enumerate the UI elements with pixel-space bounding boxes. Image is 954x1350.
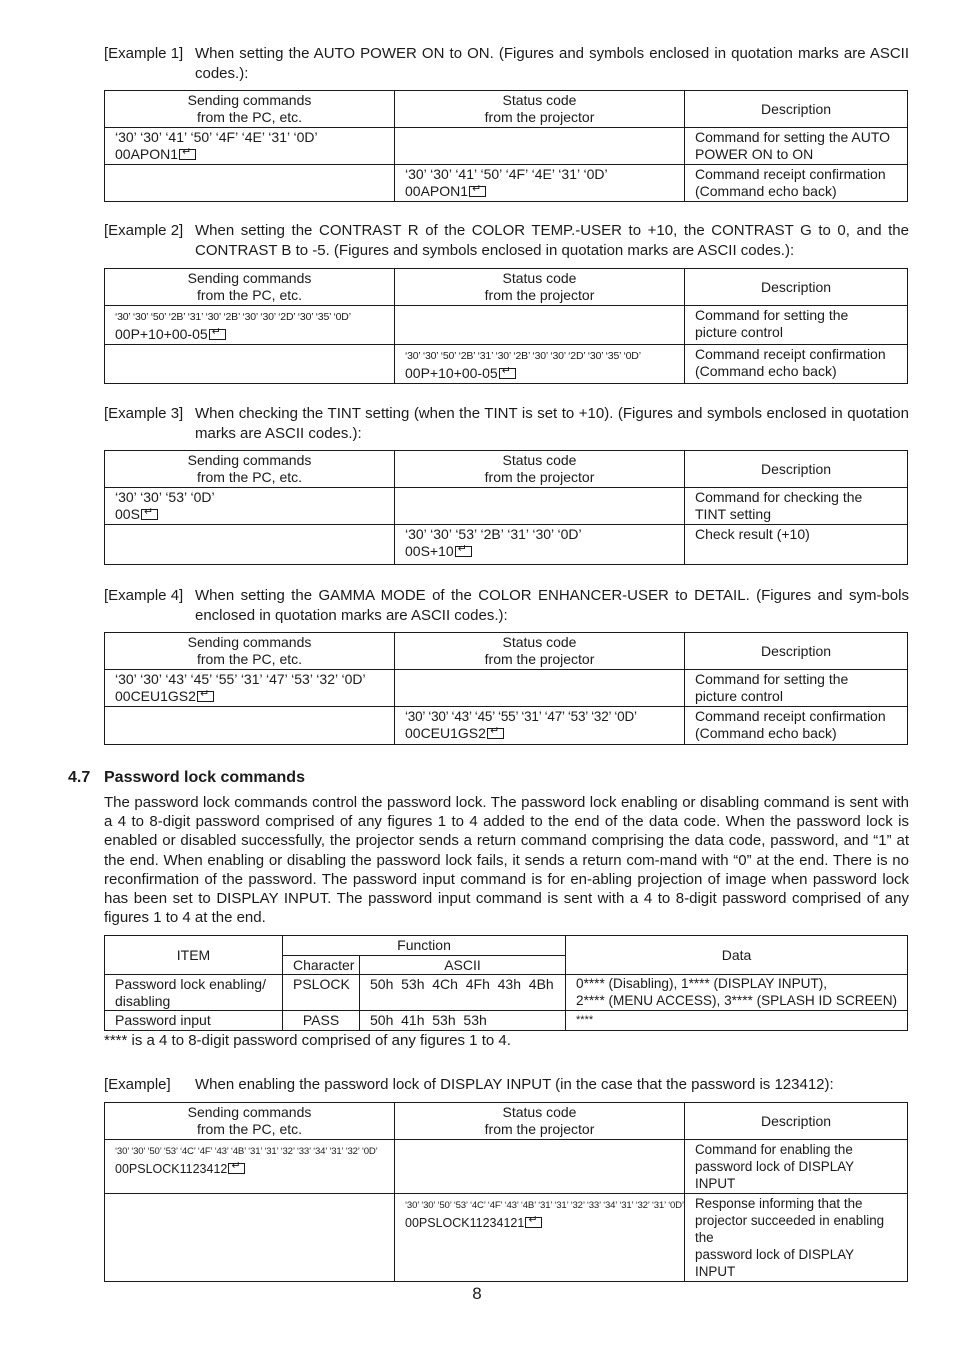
desc-cell: Command receipt confirmation (Command echo back) <box>685 345 908 384</box>
status-cell: ‘30’ ‘30’ ‘50’ ‘53’ ‘4C’ ‘4F’ ‘43’ ‘4B’ ‘31’ ‘31’ ‘32’ ‘33’ ‘34’ ‘31’ ‘32’ ‘31’ ‘0D’ 00PSLOCK11234121↵ <box>395 1194 685 1282</box>
table-row: Password input PASS 50h 41h 53h 53h **** <box>105 1011 908 1031</box>
desc-cell: Response informing that the projector succeeded in enabling the password lock of DISPLAY INPUT <box>685 1194 908 1282</box>
example-4-table <box>104 632 908 745</box>
page-number: 8 <box>472 1284 482 1303</box>
example-text: When enabling the password lock of DISPLAY INPUT (in the case that the password is 123412): <box>195 1076 834 1093</box>
example-text: When setting the GAMMA MODE of the COLOR ENHANCER-USER to DETAIL. (Figures and sym-bols enclosed in quotation marks are ASCII codes.): <box>195 587 909 624</box>
enter-key-icon <box>469 186 486 197</box>
send-cell: ‘30’ ‘30’ ‘43’ ‘45’ ‘55’ ‘31’ ‘47’ ‘53’ ‘32’ ‘0D’ 00CEU1GS2↵ <box>105 670 395 707</box>
header-sending: Sending commands from the PC, etc. <box>105 1103 395 1140</box>
example-text: When checking the TINT setting (when the TINT is set to +10). (Figures and symbols enclosed in quotation marks are ASCII codes.): <box>195 405 909 442</box>
enter-key-icon <box>228 1163 245 1174</box>
enter-key-icon <box>499 368 516 379</box>
header-description: Description <box>685 633 908 670</box>
header-status: Status code from the projector <box>395 269 685 306</box>
example-1-table <box>104 90 908 202</box>
status-cell: ‘30’ ‘30’ ‘50’ ‘2B’ ‘31’ ‘30’ ‘2B’ ‘30’ ‘30’ ‘2D’ ‘30’ ‘35’ ‘0D’ 00P+10+00-05↵ <box>395 345 685 384</box>
header-sending: Sending commands from the PC, etc. <box>105 269 395 306</box>
section-paragraph: The password lock commands control the password lock. The password lock enabling or disabling command is sent with a 4 to 8-digit password comprised of any figures 1 to 4 added to the end of the data code. When the password lock is enabled or disabled successfully, the projector sends a return command comprising the data code, password, and “1” at the end. When enabling or disabling the password lock fails, it sends a return com-mand with “0” at the end. There is no reconfirmation of the password. The password input command is for en-abling projection of image when password lock has been set to DISPLAY INPUT. The password input command is sent with a 4 to 8-digit password comprised of any figures 1 to 4 at the end. <box>104 794 909 927</box>
example-5-table <box>104 1102 908 1282</box>
example-5-heading <box>104 1075 909 1095</box>
enter-key-icon <box>179 149 196 160</box>
table-row <box>105 488 908 525</box>
example-2-heading <box>104 221 909 261</box>
password-note: **** is a 4 to 8-digit password comprised of any figures 1 to 4. <box>104 1032 511 1049</box>
send-cell: ‘30’ ‘30’ ‘53’ ‘0D’ 00S↵ <box>105 488 395 525</box>
example-label: [Example 2] <box>104 222 184 239</box>
enter-key-icon <box>525 1217 542 1228</box>
example-text: When setting the CONTRAST R of the COLOR TEMP.-USER to +10, the CONTRAST G to 0, and the CONTRAST B to -5. (Figures and symbols enclosed in quotation marks are ASCII codes.): <box>195 222 909 259</box>
example-4-heading <box>104 586 909 626</box>
enter-key-icon <box>487 728 504 739</box>
header-character: Character <box>283 955 360 975</box>
password-table <box>104 935 908 1031</box>
example-3-heading <box>104 404 909 444</box>
table-row <box>105 306 908 345</box>
example-label: [Example 3] <box>104 405 184 422</box>
example-label: [Example] <box>104 1076 171 1093</box>
desc-cell: Command receipt confirmation (Command echo back) <box>685 707 908 745</box>
header-description: Description <box>685 451 908 488</box>
table-row <box>105 128 908 165</box>
header-ascii: ASCII <box>360 955 566 975</box>
enter-key-icon <box>197 691 214 702</box>
example-label: [Example 4] <box>104 587 184 604</box>
desc-cell: Command for checking the TINT setting <box>685 488 908 525</box>
status-cell: ‘30’ ‘30’ ‘41’ ‘50’ ‘4F’ ‘4E’ ‘31’ ‘0D’ 00APON1↵ <box>395 165 685 202</box>
table-row <box>105 707 908 745</box>
example-2-table <box>104 268 908 384</box>
header-status: Status code from the projector <box>395 451 685 488</box>
send-cell: ‘30’ ‘30’ ‘41’ ‘50’ ‘4F’ ‘4E’ ‘31’ ‘0D’ 00APON1↵ <box>105 128 395 165</box>
header-sending: Sending commands from the PC, etc. <box>105 451 395 488</box>
table-row <box>105 1140 908 1194</box>
table-row <box>105 165 908 202</box>
send-cell: ‘30’ ‘30’ ‘50’ ‘2B’ ‘31’ ‘30’ ‘2B’ ‘30’ ‘30’ ‘2D’ ‘30’ ‘35’ ‘0D’ 00P+10+00-05↵ <box>105 306 395 345</box>
section-title: 4.7 Password lock commands <box>68 769 305 786</box>
table-row <box>105 525 908 565</box>
header-status: Status code from the projector <box>395 633 685 670</box>
desc-cell: Command receipt confirmation (Command echo back) <box>685 165 908 202</box>
header-function: Function <box>283 936 566 956</box>
header-item: ITEM <box>105 936 283 975</box>
table-row <box>105 345 908 384</box>
header-sending: Sending commands from the PC, etc. <box>105 633 395 670</box>
desc-cell: Check result (+10) <box>685 525 908 565</box>
header-description: Description <box>685 91 908 128</box>
header-data: Data <box>566 936 908 975</box>
header-sending: Sending commands from the PC, etc. <box>105 91 395 128</box>
desc-cell: Command for setting the picture control <box>685 670 908 707</box>
enter-key-icon <box>455 546 472 557</box>
example-3-table <box>104 450 908 565</box>
table-row <box>105 1194 908 1282</box>
example-label: [Example 1] <box>104 45 184 62</box>
table-row <box>105 670 908 707</box>
example-text: When setting the AUTO POWER ON to ON. (Figures and symbols enclosed in quotation marks are ASCII codes.): <box>195 45 909 82</box>
desc-cell: Command for enabling the password lock of DISPLAY INPUT <box>685 1140 908 1194</box>
header-description: Description <box>685 1103 908 1140</box>
header-status: Status code from the projector <box>395 1103 685 1140</box>
enter-key-icon <box>209 329 226 340</box>
desc-cell: Command for setting the picture control <box>685 306 908 345</box>
send-cell: ‘30’ ‘30’ ‘50’ ‘53’ ‘4C’ ‘4F’ ‘43’ ‘4B’ ‘31’ ‘31’ ‘32’ ‘33’ ‘34’ ‘31’ ‘32’ ‘0D’ 00PSLOCK1123412↵ <box>105 1140 395 1194</box>
desc-cell: Command for setting the AUTO POWER ON to ON <box>685 128 908 165</box>
status-cell: ‘30’ ‘30’ ‘53’ ‘2B’ ‘31’ ‘30’ ‘0D’ 00S+10↵ <box>395 525 685 565</box>
enter-key-icon <box>141 509 158 520</box>
header-description: Description <box>685 269 908 306</box>
status-cell: ‘30’ ‘30’ ‘43’ ‘45’ ‘55’ ‘31’ ‘47’ ‘53’ ‘32’ ‘0D’ 00CEU1GS2↵ <box>395 707 685 745</box>
header-status: Status code from the projector <box>395 91 685 128</box>
example-1-heading <box>104 44 909 84</box>
table-row: Password lock enabling/ disabling PSLOCK 50h 53h 4Ch 4Fh 43h 4Bh 0**** (Disabling), 1**** (DISPLAY INPUT), 2**** (MENU ACCESS), 3**** (SPLASH ID SCREEN) <box>105 975 908 1011</box>
